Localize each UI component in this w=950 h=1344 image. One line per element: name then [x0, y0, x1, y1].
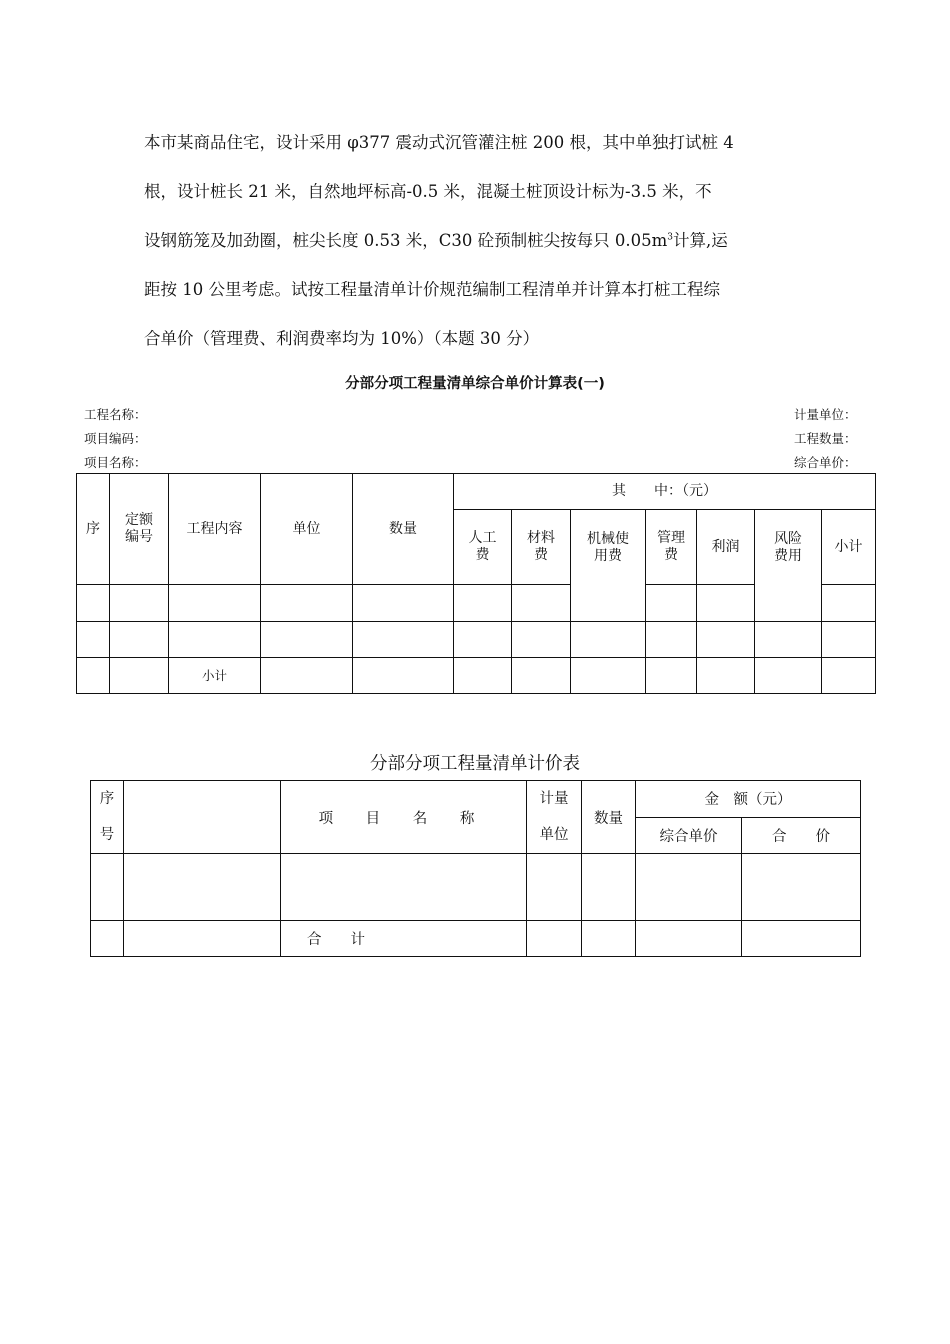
- header2-total-price: 合 价: [742, 817, 861, 854]
- cell: [110, 658, 169, 694]
- header-labor-a: 人工: [468, 530, 497, 546]
- cell: [454, 622, 512, 658]
- cell: [646, 622, 697, 658]
- cell: [261, 658, 353, 694]
- header2-unit-price: 综合单价: [636, 817, 742, 854]
- header-mgmt-b: 费: [664, 547, 678, 563]
- cell: [582, 854, 636, 921]
- meta-item-name: 项目名称：: [84, 455, 147, 470]
- cell: [77, 658, 110, 694]
- header-qty: 数量: [353, 474, 454, 585]
- cell: [77, 622, 110, 658]
- header-mgmt: [646, 510, 697, 585]
- meta-project-code: 项目编码：: [84, 431, 147, 446]
- header-content: 工程内容: [169, 474, 261, 585]
- meta-project-name: 工程名称：: [84, 407, 147, 422]
- cell: [91, 921, 124, 957]
- header-quota-no: [110, 474, 169, 585]
- header-seq: 序: [77, 474, 110, 585]
- header-labor: [454, 510, 512, 585]
- header2-qty: 数量: [582, 781, 636, 854]
- unit-price-calc-table: [76, 473, 876, 694]
- cell: [646, 585, 697, 622]
- cell: [755, 658, 822, 694]
- cell: [169, 585, 261, 622]
- problem-line-3-tail: 计算,运: [672, 231, 728, 250]
- cell: [91, 854, 124, 921]
- table2-title: 分部分项工程量清单计价表: [370, 754, 580, 774]
- cell: [512, 585, 571, 622]
- cell: [512, 622, 571, 658]
- cell: [571, 622, 646, 658]
- cell: [124, 921, 281, 957]
- cell: [646, 658, 697, 694]
- cell: [697, 585, 755, 622]
- total-label: 合 计: [281, 921, 527, 957]
- cell: [353, 585, 454, 622]
- header-subtotal: 小计: [822, 510, 876, 585]
- header-machine-a: 机械使: [587, 531, 629, 547]
- header-profit: 利润: [697, 510, 755, 585]
- cell: [742, 921, 861, 957]
- cell: [281, 854, 527, 921]
- cell: [527, 921, 582, 957]
- header-unit: 单位: [261, 474, 353, 585]
- table1-header-row-1: [77, 474, 876, 510]
- problem-line-3: [144, 216, 808, 265]
- header2-seq-a: 序: [99, 791, 115, 807]
- header-quota-a: 定额: [125, 512, 153, 528]
- table2-total-row: [91, 921, 861, 957]
- problem-line-4: 距按 10 公里考虑。试按工程量清单计价规范编制工程清单并计算本打桩工程综: [144, 280, 720, 299]
- cell: [822, 658, 876, 694]
- header-risk-b: 费用: [774, 548, 802, 564]
- header-material-a: 材料: [527, 530, 555, 546]
- header-mgmt-a: 管理: [657, 530, 685, 546]
- cell: [261, 585, 353, 622]
- cell: [527, 854, 582, 921]
- table2-row-1: [91, 854, 861, 921]
- header2-unit: [527, 781, 582, 854]
- header2-item-name: 项 目 名 称: [281, 781, 527, 854]
- header2-seq: [91, 781, 124, 854]
- table1-subtotal-row: [77, 658, 876, 694]
- header2-seq-b: 号: [99, 827, 115, 843]
- cell: [697, 658, 755, 694]
- cubic-superscript: 3: [667, 232, 673, 243]
- cell: [77, 585, 110, 622]
- problem-statement: [144, 118, 808, 363]
- cell: [169, 622, 261, 658]
- header-breakdown: 其 中：（元）: [454, 474, 876, 510]
- header-machine-b: 用费: [594, 548, 622, 564]
- cell: [110, 585, 169, 622]
- header2-amount: 金 额（元）: [636, 781, 861, 818]
- bill-pricing-table: [90, 780, 861, 957]
- cell: [353, 622, 454, 658]
- problem-line-5: 合单价（管理费、利润费率均为 10%）（本题 30 分）: [144, 329, 540, 348]
- meta-unit-price: 综合单价：: [794, 455, 857, 470]
- cell: [454, 585, 512, 622]
- cell: [110, 622, 169, 658]
- table1-row-2: [77, 622, 876, 658]
- cell: [636, 921, 742, 957]
- header2-unit-b: 单位: [539, 827, 569, 843]
- cell: [822, 585, 876, 622]
- header-material: [512, 510, 571, 585]
- cell: [742, 854, 861, 921]
- cell: [353, 658, 454, 694]
- problem-line-1: 本市某商品住宅，设计采用 φ377 震动式沉管灌注桩 200 根，其中单独打试桩 4: [144, 133, 734, 152]
- problem-line-3-main: 设钢筋笼及加劲圈，桩尖长度 0.53 米，C30 砼预制桩尖按每只 0.05m: [144, 231, 668, 250]
- meta-quantity: 工程数量：: [794, 431, 857, 446]
- cell: [454, 658, 512, 694]
- cell: [822, 622, 876, 658]
- table1-title: 分部分项工程量清单综合单价计算表(一): [345, 376, 605, 392]
- header-labor-b: 费: [475, 547, 490, 563]
- header-risk: [755, 510, 822, 622]
- header-material-b: 费: [534, 547, 548, 563]
- cell: [512, 658, 571, 694]
- header-machine: [571, 510, 646, 622]
- meta-measure-unit: 计量单位：: [794, 407, 857, 422]
- header-quota-b: 编号: [125, 529, 153, 545]
- cell: [755, 622, 822, 658]
- cell: [124, 854, 281, 921]
- cell: [636, 854, 742, 921]
- header2-blank: [124, 781, 281, 854]
- subtotal-label: 小计: [169, 658, 261, 694]
- cell: [571, 658, 646, 694]
- table2-header-row-1: [91, 781, 861, 818]
- cell: [697, 622, 755, 658]
- cell: [261, 622, 353, 658]
- header2-unit-a: 计量: [539, 791, 569, 807]
- cell: [582, 921, 636, 957]
- header-risk-a: 风险: [774, 531, 802, 547]
- problem-line-2: 根，设计桩长 21 米，自然地坪标高-0.5 米，混凝土桩顶设计标为-3.5 米，不: [144, 182, 712, 201]
